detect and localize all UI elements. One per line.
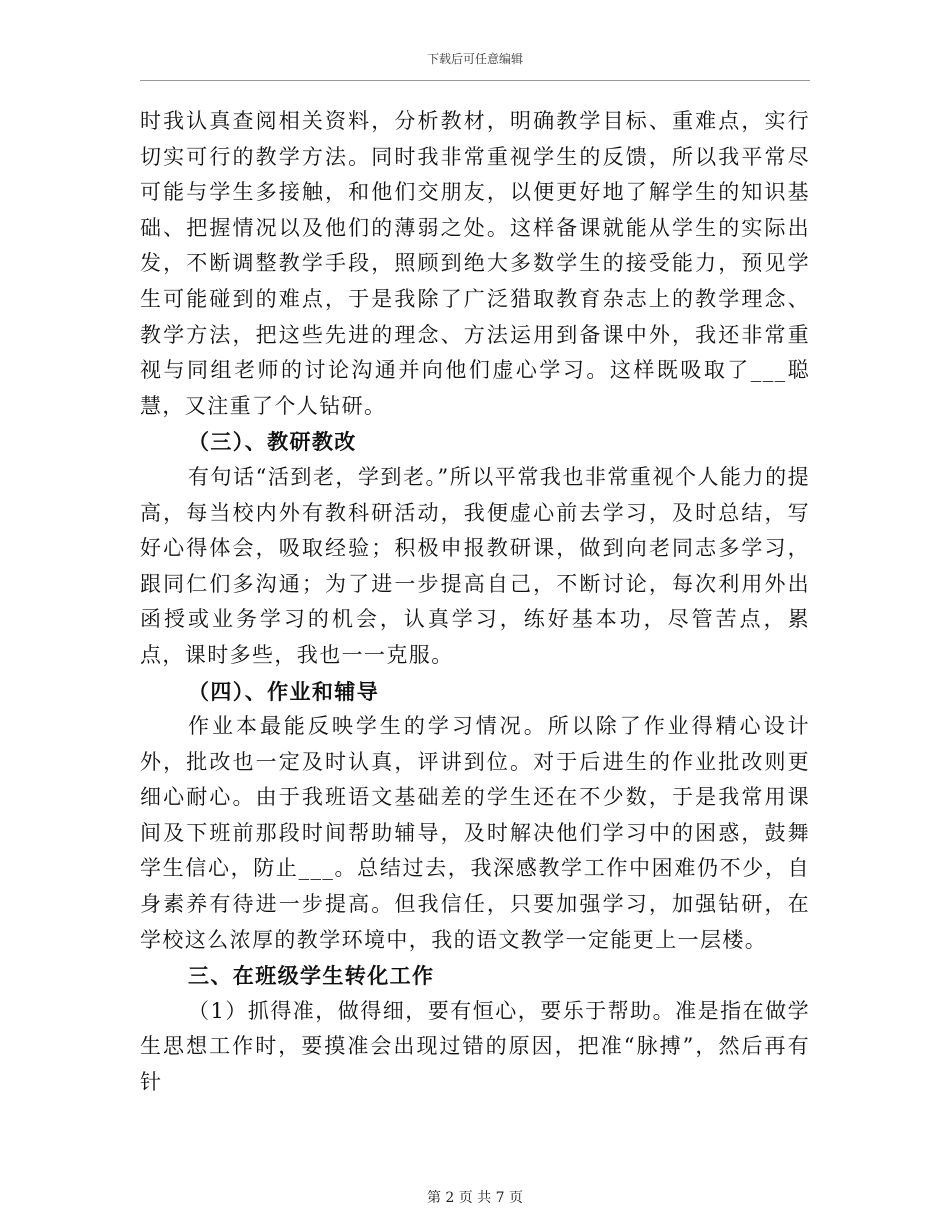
paragraph-transformation: （1）抓得准，做得细，要有恒心，要乐于帮助。准是指在做学生思想工作时，要摸准会出现过错的原因，把准“脉搏”，然后再有针	[140, 998, 810, 1095]
paragraph-research: 有句话“活到老，学到老。”所以平常我也非常重视个人能力的提高，每当校内外有教科研活动，我便虚心前去学习，及时总结，写好心得体会，吸取经验；积极申报教研课，做到向老同志多学习，跟同仁们多沟通；为了进一步提高自己，不断讨论，每次利用外出函授或业务学习的机会，认真学习，练好基本功，尽管苦点，累点，课时多些，我也一一克服。	[140, 464, 810, 667]
document-body	[140, 104, 810, 1101]
section-heading-research: （三）、教研教改	[188, 429, 357, 455]
header-divider	[140, 80, 810, 81]
section-heading-student-transformation: 三、在班级学生转化工作	[188, 963, 435, 989]
paragraph-homework: 作业本最能反映学生的学习情况。所以除了作业得精心设计外，批改也一定及时认真，评讲到位。对于后进生的作业批改则更细心耐心。由于我班语文基础差的学生还在不少数，于是我常用课间及下班前那段时间帮助辅导，及时解决他们学习中的困惑，鼓舞学生信心，防止___。总结过去，我深感教学工作中困难仍不少，自身素养有待进一步提高。但我信任，只要加强学习，加强钻研，在学校这么浓厚的教学环境中，我的语文教学一定能更上一层楼。	[140, 714, 810, 952]
section-heading-homework: （四）、作业和辅导	[188, 678, 380, 704]
paragraph-continuation: 时我认真查阅相关资料，分析教材，明确教学目标、重难点，实行切实可行的教学方法。同时我非常重视学生的反馈，所以我平常尽可能与学生多接触，和他们交朋友，以便更好地了解学生的知识基础、把握情况以及他们的薄弱之处。这样备课就能从学生的实际出发，不断调整教学手段，照顾到绝大多数学生的接受能力，预见学生可能碰到的难点，于是我除了广泛猎取教育杂志上的教学理念、教学方法，把这些先进的理念、方法运用到备课中外，我还非常重视与同组老师的讨论沟通并向他们虚心学习。这样既吸取了___聪慧，又注重了个人钻研。	[140, 109, 810, 418]
page-footer: 第 2 页 共 7 页	[426, 1190, 524, 1206]
page-header: 下载后可任意编辑	[426, 52, 523, 66]
